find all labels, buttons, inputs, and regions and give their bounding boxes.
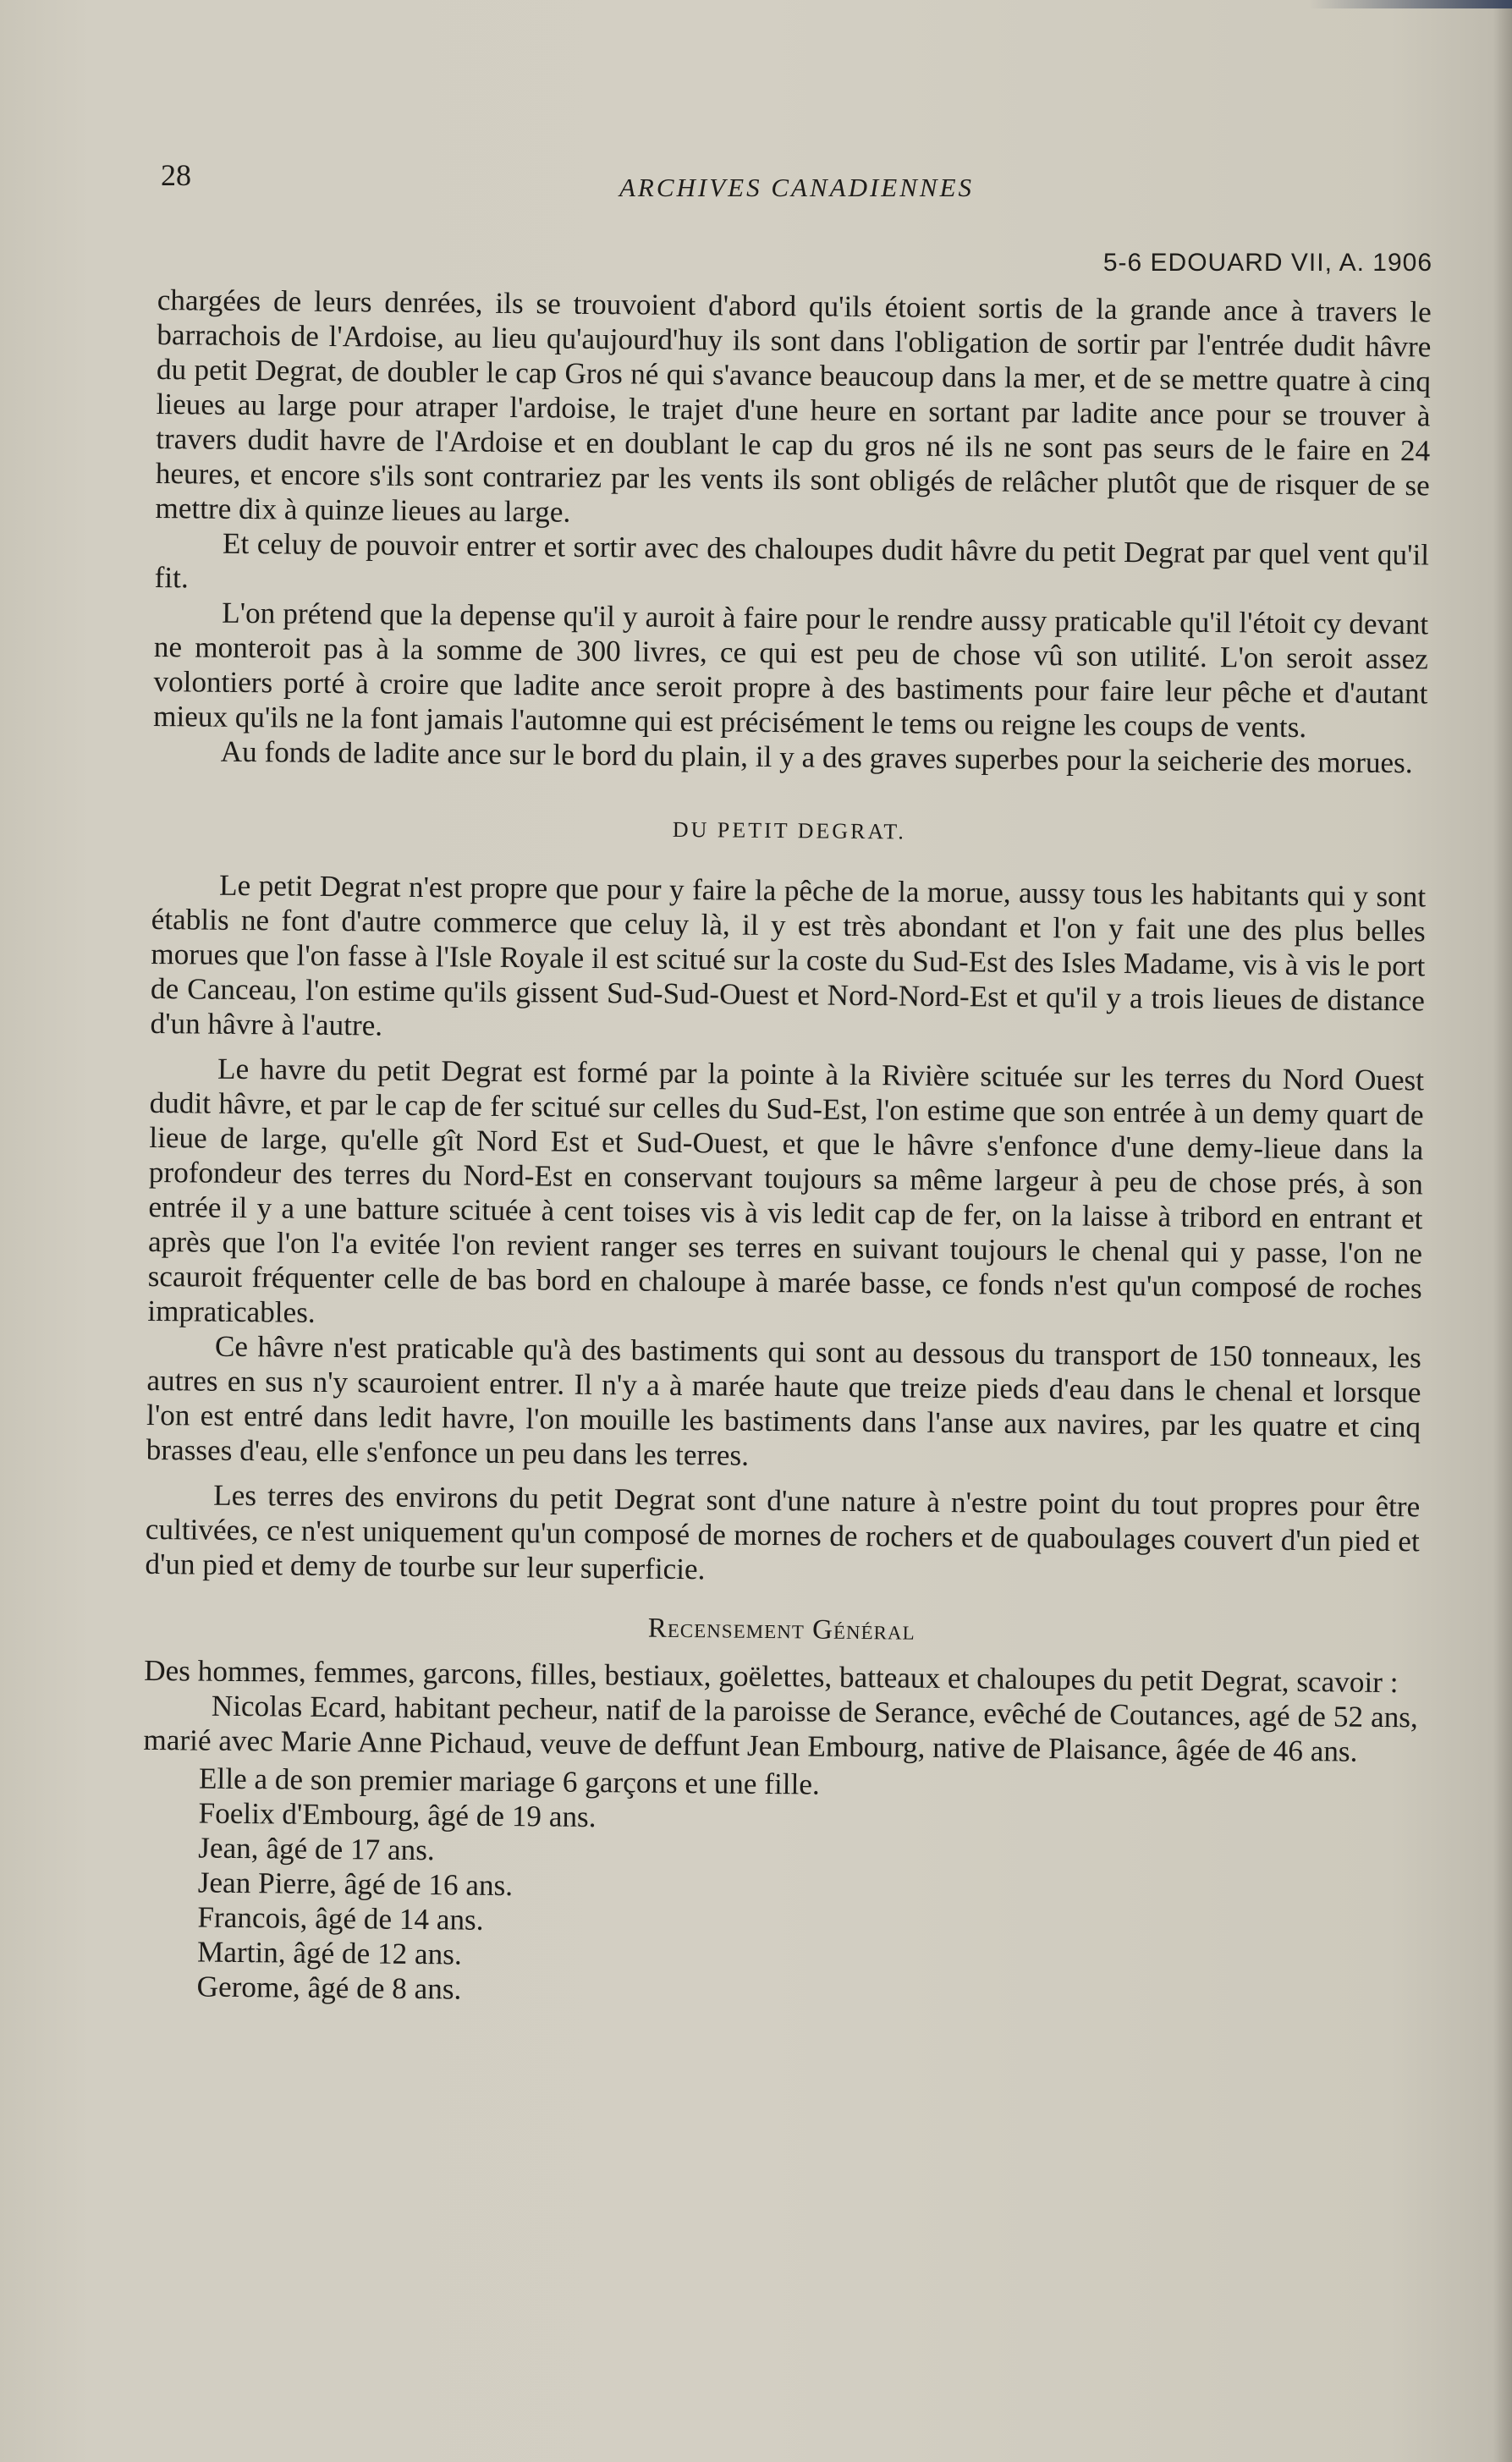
list-item: Elle a de son premier mariage 6 garçons et une fille. — [198, 1761, 820, 1801]
session-label: 5-6 EDOUARD VII, A. 1906 — [1102, 249, 1432, 277]
page-number: 28 — [161, 158, 191, 192]
paragraph: L'on prétend que la depense qu'il y auroit à faire pour le rendre aussy praticable qu'il l'étoit cy devant ne monteroit pas à la somme de 300 livres, ce qui est peu de chose vû son utilité. L'on seroit assez volontiers porté à croire que ladite ance seroit propre à des bastiments pour faire leur pêche et d'autant mieux qu'ils ne la font jamais l'automne qui est précisément le tems ou reigne les coups de vents. — [152, 596, 1429, 745]
section-heading-petit-degrat: DU PETIT DEGRAT. — [672, 816, 906, 844]
paragraph: Et celuy de pouvoir entrer et sortir avec des chaloupes dudit hâvre du petit Degrat par quel vent qu'il fit. — [154, 526, 1430, 595]
list-item: Jean, âgé de 17 ans. — [198, 1831, 435, 1867]
section-heading-recensement: Recensement Général — [647, 1613, 915, 1646]
paragraph: Les terres des environs du petit Degrat sont d'une nature à n'estre point du tout propres pour être cultivées, ce n'est uniquement qu'un composé de mornes de rochers et de quaboulages couvert d'un pied et d'un pied et demy de tourbe sur leur superficie. — [145, 1478, 1421, 1586]
list-item: Martin, âgé de 12 ans. — [196, 1935, 462, 1971]
page-edge-shadow — [1493, 0, 1512, 2462]
list-item: Jean Pierre, âgé de 16 ans. — [197, 1866, 514, 1903]
running-title: ARCHIVES CANADIENNES — [619, 173, 975, 202]
list-item: Gerome, âgé de 8 ans. — [196, 1970, 462, 2006]
list-item: Foelix d'Embourg, âgé de 19 ans. — [198, 1796, 597, 1834]
list-item: Francois, âgé de 14 ans. — [197, 1900, 484, 1937]
paragraph: chargées de leurs denrées, ils se trouvoient d'abord qu'ils étoient sortis de la grande ance à travers le barrachois de l'Ardoise, au lieu qu'aujourd'huy ils sont dans l'obligation de sortir par l'entrée dudit hâvre du petit Degrat, de doubler le cap Gros né qui s'avance beaucoup dans la mer, et de se mettre quatre à cinq lieues au large pour atraper l'ardoise, le trajet d'une heure en sortant par ladite ance pour se trouver à travers dudit havre de l'Ardoise et en doublant le cap du gros né ils ne sont pas seurs de le faire en 24 heures, et encore s'ils sont contrariez par les vents ils sont obligés de relâcher plutôt que de risquer de se mettre dix à quinze lieues au large. — [155, 283, 1432, 529]
paragraph: Le petit Degrat n'est propre que pour y faire la pêche de la morue, aussy tous les habitants qui y sont établis ne font d'autre commerce que celuy là, il y est très abondant et l'on y fait une des plus belles morues que l'on fasse à l'Isle Royale il est scitué sur la coste du Sud-Est des Isles Madame, vis à vis le port de Canceau, l'on estime qu'ils gissent Sud-Sud-Ouest et Nord-Nord-Est et qu'il y a trois lieues de distance d'un hâvre à l'autre. — [150, 868, 1427, 1042]
census-intro: Des hommes, femmes, garcons, filles, bestiaux, goëlettes, batteaux et chaloupes du petit Degrat, scavoir : — [144, 1653, 1399, 1700]
paragraph: Ce hâvre n'est praticable qu'à des bastiments qui sont au dessous du transport de 150 tonneaux, les autres en sus n'y scauroient entrer. Il n'y a à marée haute que treize pieds d'eau dans le chenal et lorsque l'on est entré dans ledit havre, l'on mouille les bastiments dans l'anse aux navires, par les quatre et cinq brasses d'eau, elle s'enfonce un peu dans les terres. — [146, 1329, 1422, 1472]
children-list — [196, 1761, 1417, 2016]
paragraph: Le havre du petit Degrat est formé par la pointe à la Rivière scituée sur les terres du Nord Ouest dudit hâvre, et par le cap de fer scitué sur celles du Sud-Est, l'on estime que son entrée à un demy quart de lieue de large, qu'elle gît Nord Est et Sud-Ouest, et que le hâvre s'enfonce d'une demy-lieue dans la profondeur des terres du Nord-Est en conservant toujours sa même largeur à peu de chose prés, à son entrée il y a une batture scituée à cent toises vis à vis ledit cap de fer, on la laisse à tribord en entrant et après que l'on l'a evitée l'on revient ranger ses terres en suivant toujours le chenal qui y passe, l'on ne scauroit fréquenter celle de bas bord en chaloupe à marée basse, ce fonds n'est qu'un composé de roches impraticables. — [147, 1052, 1425, 1329]
body-text — [140, 283, 1431, 2015]
corner-binding-mark — [1309, 0, 1512, 8]
census-entry: Nicolas Ecard, habitant pecheur, natif de la paroisse de Serance, evêché de Coutances, agé de 52 ans, marié avec Marie Anne Pichaud, veuve de deffunt Jean Embourg, native de Plaisance, âgée de 46 ans. — [143, 1689, 1418, 1768]
paragraph: Au fonds de ladite ance sur le bord du plain, il y a des graves superbes pour la seicherie des morues. — [220, 734, 1413, 780]
